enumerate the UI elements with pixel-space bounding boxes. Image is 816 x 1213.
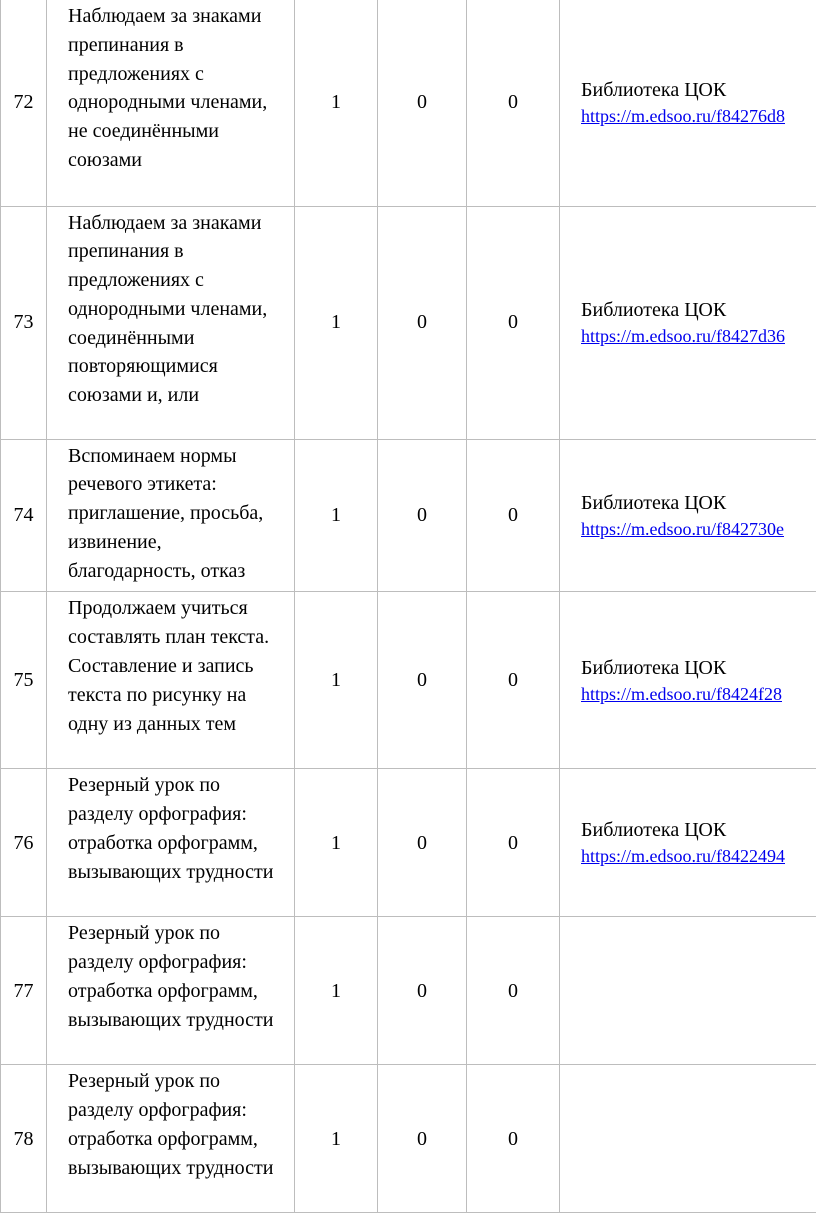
resource-cell: [560, 917, 816, 1065]
test-hours: 0: [378, 1065, 467, 1213]
lesson-number: 76: [1, 769, 47, 917]
lesson-title: Вспоминаем нормы речевого этикета: приглашение, просьба, извинение, благодарность, отказ: [47, 439, 295, 592]
resource-cell: [560, 439, 816, 592]
table-row: [1, 1065, 816, 1213]
resource-link[interactable]: https://m.edsoo.ru/f8424f28: [581, 682, 816, 706]
test-hours: 0: [378, 439, 467, 592]
practice-hours: 0: [467, 0, 560, 206]
resource-label: Библиотека ЦОК: [581, 655, 816, 681]
table-row: [1, 206, 816, 439]
lesson-number: 74: [1, 439, 47, 592]
table-row: [1, 592, 816, 769]
resource-label: Библиотека ЦОК: [581, 77, 816, 103]
test-hours: 0: [378, 592, 467, 769]
lesson-title: Наблюдаем за знаками препинания в предложениях с однородными членами, не соединёнными союзами: [47, 0, 295, 206]
practice-hours: 0: [467, 439, 560, 592]
lesson-number: 78: [1, 1065, 47, 1213]
table-row: [1, 0, 816, 206]
resource-cell: [560, 0, 816, 206]
table-row: [1, 769, 816, 917]
practice-hours: 0: [467, 917, 560, 1065]
lesson-title: Наблюдаем за знаками препинания в предложениях с однородными членами, соединёнными повторяющимися союзами и, или: [47, 206, 295, 439]
test-hours: 0: [378, 769, 467, 917]
total-hours: 1: [295, 769, 378, 917]
resource-cell: [560, 592, 816, 769]
total-hours: 1: [295, 206, 378, 439]
practice-hours: 0: [467, 769, 560, 917]
resource-link[interactable]: https://m.edsoo.ru/f842730e: [581, 517, 816, 541]
total-hours: 1: [295, 917, 378, 1065]
lesson-title: Резерный урок по разделу орфография: отработка орфограмм, вызывающих трудности: [47, 1065, 295, 1213]
table-row: [1, 917, 816, 1065]
total-hours: 1: [295, 439, 378, 592]
lesson-title: Резерный урок по разделу орфография: отработка орфограмм, вызывающих трудности: [47, 769, 295, 917]
practice-hours: 0: [467, 592, 560, 769]
resource-label: Библиотека ЦОК: [581, 817, 816, 843]
test-hours: 0: [378, 917, 467, 1065]
resource-cell: [560, 206, 816, 439]
practice-hours: 0: [467, 1065, 560, 1213]
table-row: [1, 439, 816, 592]
resource-label: Библиотека ЦОК: [581, 490, 816, 516]
resource-link[interactable]: https://m.edsoo.ru/f84276d8: [581, 104, 816, 128]
lesson-number: 73: [1, 206, 47, 439]
test-hours: 0: [378, 0, 467, 206]
total-hours: 1: [295, 1065, 378, 1213]
test-hours: 0: [378, 206, 467, 439]
resource-link[interactable]: https://m.edsoo.ru/f8422494: [581, 844, 816, 868]
total-hours: 1: [295, 0, 378, 206]
resource-cell: [560, 769, 816, 917]
total-hours: 1: [295, 592, 378, 769]
lesson-number: 72: [1, 0, 47, 206]
lesson-title: Продолжаем учиться составлять план текста. Составление и запись текста по рисунку на одну из данных тем: [47, 592, 295, 769]
lesson-title: Резерный урок по разделу орфография: отработка орфограмм, вызывающих трудности: [47, 917, 295, 1065]
resource-link[interactable]: https://m.edsoo.ru/f8427d36: [581, 324, 816, 348]
resource-cell: [560, 1065, 816, 1213]
resource-label: Библиотека ЦОК: [581, 297, 816, 323]
practice-hours: 0: [467, 206, 560, 439]
lesson-number: 77: [1, 917, 47, 1065]
lesson-number: 75: [1, 592, 47, 769]
